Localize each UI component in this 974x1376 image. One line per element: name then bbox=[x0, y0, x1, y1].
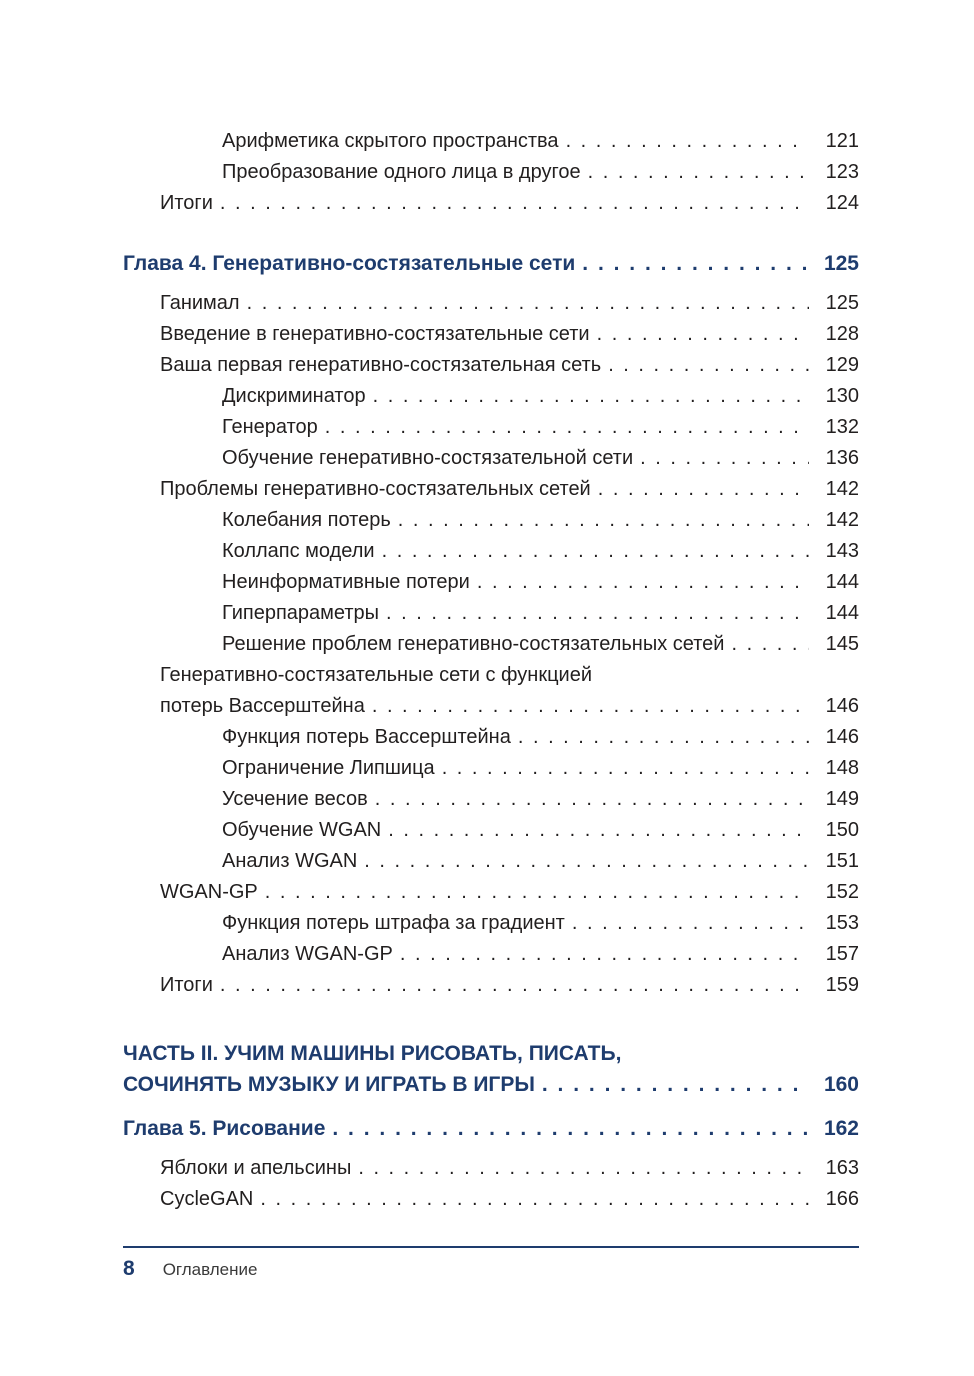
toc-entry-row bbox=[222, 846, 859, 877]
toc-entry bbox=[123, 1153, 859, 1184]
toc-entry bbox=[123, 474, 859, 505]
dot-leader bbox=[542, 1069, 809, 1100]
toc-entry-page-number: 145 bbox=[825, 633, 859, 655]
dot-leader bbox=[582, 248, 809, 279]
toc-entry-page-number: 123 bbox=[825, 161, 859, 183]
toc-entry-page-number: 144 bbox=[825, 602, 859, 624]
toc-entry-label: потерь Вассерштейна bbox=[160, 695, 365, 717]
dot-leader bbox=[588, 157, 809, 188]
dot-leader bbox=[640, 443, 809, 474]
toc-entry-page-number: 148 bbox=[825, 757, 859, 779]
footer-page-number: 8 bbox=[123, 1257, 135, 1280]
toc-entry-page-number: 142 bbox=[825, 509, 859, 531]
toc-entry bbox=[123, 443, 859, 474]
toc-entry-row bbox=[160, 691, 859, 722]
toc-entry-page-number: 146 bbox=[825, 726, 859, 748]
toc-entry-row bbox=[222, 381, 859, 412]
toc-entry-row bbox=[123, 248, 859, 279]
toc-entry-label: Анализ WGAN bbox=[222, 850, 358, 872]
toc-entry-row bbox=[160, 474, 859, 505]
toc-entry-label: Ограничение Липшица bbox=[222, 757, 435, 779]
toc-list bbox=[123, 126, 859, 1215]
dot-leader bbox=[375, 784, 809, 815]
toc-entry-page-number: 125 bbox=[825, 292, 859, 314]
toc-entry-label: Неинформативные потери bbox=[222, 571, 470, 593]
toc-entry-page-number: 142 bbox=[825, 478, 859, 500]
toc-entry bbox=[123, 350, 859, 381]
toc-entry-row bbox=[160, 188, 859, 219]
dot-leader bbox=[372, 691, 809, 722]
toc-entry-row bbox=[222, 629, 859, 660]
toc-entry bbox=[123, 722, 859, 753]
toc-entry-page-number: 166 bbox=[825, 1188, 859, 1210]
dot-leader bbox=[388, 815, 809, 846]
toc-entry-page-number: 150 bbox=[825, 819, 859, 841]
dot-leader bbox=[386, 598, 809, 629]
dot-leader bbox=[247, 288, 809, 319]
toc-entry-row bbox=[160, 1184, 859, 1215]
toc-entry-page-number: 132 bbox=[825, 416, 859, 438]
toc-entry-label: Арифметика скрытого пространства bbox=[222, 130, 559, 152]
toc-entry-row bbox=[222, 908, 859, 939]
toc-entry bbox=[123, 877, 859, 908]
dot-leader bbox=[382, 536, 809, 567]
toc-entry-row bbox=[160, 1153, 859, 1184]
toc-entry-page-number: 136 bbox=[825, 447, 859, 469]
toc-entry-row bbox=[160, 877, 859, 908]
dot-leader bbox=[260, 1184, 809, 1215]
toc-entry bbox=[123, 846, 859, 877]
toc-entry-row bbox=[123, 1113, 859, 1144]
toc-entry-label: Решение проблем генеративно-состязательных сетей bbox=[222, 633, 725, 655]
toc-entry-page-number: 157 bbox=[825, 943, 859, 965]
toc-entry-page-number: 163 bbox=[825, 1157, 859, 1179]
toc-entry-row bbox=[222, 412, 859, 443]
dot-leader bbox=[265, 877, 809, 908]
toc-entry bbox=[123, 536, 859, 567]
toc-entry bbox=[123, 629, 859, 660]
dot-leader bbox=[608, 350, 809, 381]
toc-entry bbox=[123, 970, 859, 1001]
toc-entry bbox=[123, 126, 859, 157]
toc-entry-row bbox=[222, 753, 859, 784]
toc-entry-page-number: 149 bbox=[825, 788, 859, 810]
toc-entry bbox=[123, 381, 859, 412]
toc-entry-page-number: 124 bbox=[825, 192, 859, 214]
toc-entry-label: Дискриминатор bbox=[222, 385, 366, 407]
toc-entry-page-number: 146 bbox=[825, 695, 859, 717]
toc-entry-page-number: 162 bbox=[823, 1117, 859, 1140]
toc-entry-label: Итоги bbox=[160, 192, 213, 214]
toc-entry-label: Усечение весов bbox=[222, 788, 368, 810]
toc-entry-row bbox=[222, 505, 859, 536]
toc-entry-page-number: 128 bbox=[825, 323, 859, 345]
toc-entry-row bbox=[160, 288, 859, 319]
toc-entry bbox=[123, 567, 859, 598]
toc-entry-row bbox=[222, 157, 859, 188]
toc-entry-label: Глава 4. Генеративно-состязательные сети bbox=[123, 252, 576, 275]
toc-entry bbox=[123, 505, 859, 536]
toc-entry-row bbox=[160, 970, 859, 1001]
toc-entry-label-line1: Генеративно-состязательные сети с функцией bbox=[160, 664, 593, 686]
toc-entry-page-number: 159 bbox=[825, 974, 859, 996]
toc-entry-label: СОЧИНЯТЬ МУЗЫКУ И ИГРАТЬ В ИГРЫ bbox=[123, 1073, 535, 1096]
dot-leader bbox=[566, 126, 809, 157]
toc-entry-label: Генератор bbox=[222, 416, 318, 438]
toc-entry-label: Яблоки и апельсины bbox=[160, 1157, 352, 1179]
toc-entry-label: Гиперпараметры bbox=[222, 602, 380, 624]
toc-entry bbox=[123, 908, 859, 939]
page-footer bbox=[123, 1246, 859, 1281]
dot-leader bbox=[373, 381, 809, 412]
toc-entry-label: Колебания потерь bbox=[222, 509, 391, 531]
dot-leader bbox=[220, 970, 809, 1001]
toc-entry bbox=[123, 1113, 859, 1144]
toc-entry-label: Глава 5. Рисование bbox=[123, 1117, 326, 1140]
toc-entry-label: Коллапс модели bbox=[222, 540, 375, 562]
toc-entry-label: Итоги bbox=[160, 974, 213, 996]
toc-entry-label: Обучение WGAN bbox=[222, 819, 382, 841]
dot-leader bbox=[518, 722, 809, 753]
toc-entry-label: Анализ WGAN-GP bbox=[222, 943, 393, 965]
toc-entry-page-number: 121 bbox=[825, 130, 859, 152]
toc-entry bbox=[123, 784, 859, 815]
toc-entry-row bbox=[160, 350, 859, 381]
toc-entry-label: WGAN-GP bbox=[160, 881, 258, 903]
toc-entry-row bbox=[222, 443, 859, 474]
toc-entry bbox=[123, 1184, 859, 1215]
dot-leader bbox=[442, 753, 809, 784]
toc-entry bbox=[123, 188, 859, 219]
footer-row bbox=[123, 1257, 859, 1281]
toc-entry bbox=[123, 288, 859, 319]
dot-leader bbox=[332, 1113, 809, 1144]
toc-entry bbox=[123, 660, 859, 722]
toc-entry-label: Функция потерь штрафа за градиент bbox=[222, 912, 565, 934]
toc-entry-row bbox=[222, 815, 859, 846]
toc-entry-page-number: 160 bbox=[823, 1073, 859, 1096]
toc-entry-label: CycleGAN bbox=[160, 1188, 254, 1210]
dot-leader bbox=[398, 505, 809, 536]
toc-entry bbox=[123, 815, 859, 846]
toc-entry-label-line1: ЧАСТЬ II. УЧИМ МАШИНЫ РИСОВАТЬ, ПИСАТЬ, bbox=[123, 1042, 622, 1065]
dot-leader bbox=[364, 846, 809, 877]
toc-entry-label: Обучение генеративно-состязательной сети bbox=[222, 447, 634, 469]
footer-divider bbox=[123, 1246, 859, 1248]
toc-entry bbox=[123, 412, 859, 443]
dot-leader bbox=[598, 474, 809, 505]
toc-entry-row bbox=[160, 319, 859, 350]
toc-entry bbox=[123, 753, 859, 784]
toc-entry-row bbox=[222, 598, 859, 629]
dot-leader bbox=[572, 908, 809, 939]
toc-entry-page-number: 152 bbox=[825, 881, 859, 903]
toc-entry-row bbox=[222, 536, 859, 567]
toc-entry-row bbox=[222, 567, 859, 598]
toc-entry bbox=[123, 319, 859, 350]
toc-entry-label: Проблемы генеративно-состязательных сетей bbox=[160, 478, 591, 500]
toc-entry bbox=[123, 939, 859, 970]
toc-entry-page-number: 144 bbox=[825, 571, 859, 593]
dot-leader bbox=[477, 567, 809, 598]
dot-leader bbox=[400, 939, 809, 970]
toc-entry-page-number: 129 bbox=[825, 354, 859, 376]
toc-entry bbox=[123, 598, 859, 629]
dot-leader bbox=[731, 629, 809, 660]
toc-entry bbox=[123, 157, 859, 188]
toc-entry-label: Преобразование одного лица в другое bbox=[222, 161, 581, 183]
toc-entry-row bbox=[222, 784, 859, 815]
toc-entry-label: Ганимал bbox=[160, 292, 240, 314]
toc-entry-label: Ваша первая генеративно-состязательная сеть bbox=[160, 354, 602, 376]
dot-leader bbox=[325, 412, 809, 443]
toc-entry-label: Введение в генеративно-состязательные сети bbox=[160, 323, 590, 345]
toc-entry-page-number: 151 bbox=[825, 850, 859, 872]
toc-entry-page-number: 153 bbox=[825, 912, 859, 934]
toc-entry-row bbox=[222, 722, 859, 753]
toc-entry-row bbox=[222, 126, 859, 157]
toc-entry bbox=[123, 248, 859, 279]
toc-entry-label: Функция потерь Вассерштейна bbox=[222, 726, 511, 748]
toc-entry bbox=[123, 1038, 859, 1100]
dot-leader bbox=[597, 319, 809, 350]
footer-section-label: Оглавление bbox=[162, 1260, 258, 1279]
toc-entry-page-number: 130 bbox=[825, 385, 859, 407]
dot-leader bbox=[220, 188, 809, 219]
toc-entry-row bbox=[123, 1069, 859, 1100]
toc-entry-page-number: 125 bbox=[823, 252, 859, 275]
dot-leader bbox=[358, 1153, 809, 1184]
toc-entry-page-number: 143 bbox=[825, 540, 859, 562]
toc-entry-row bbox=[222, 939, 859, 970]
